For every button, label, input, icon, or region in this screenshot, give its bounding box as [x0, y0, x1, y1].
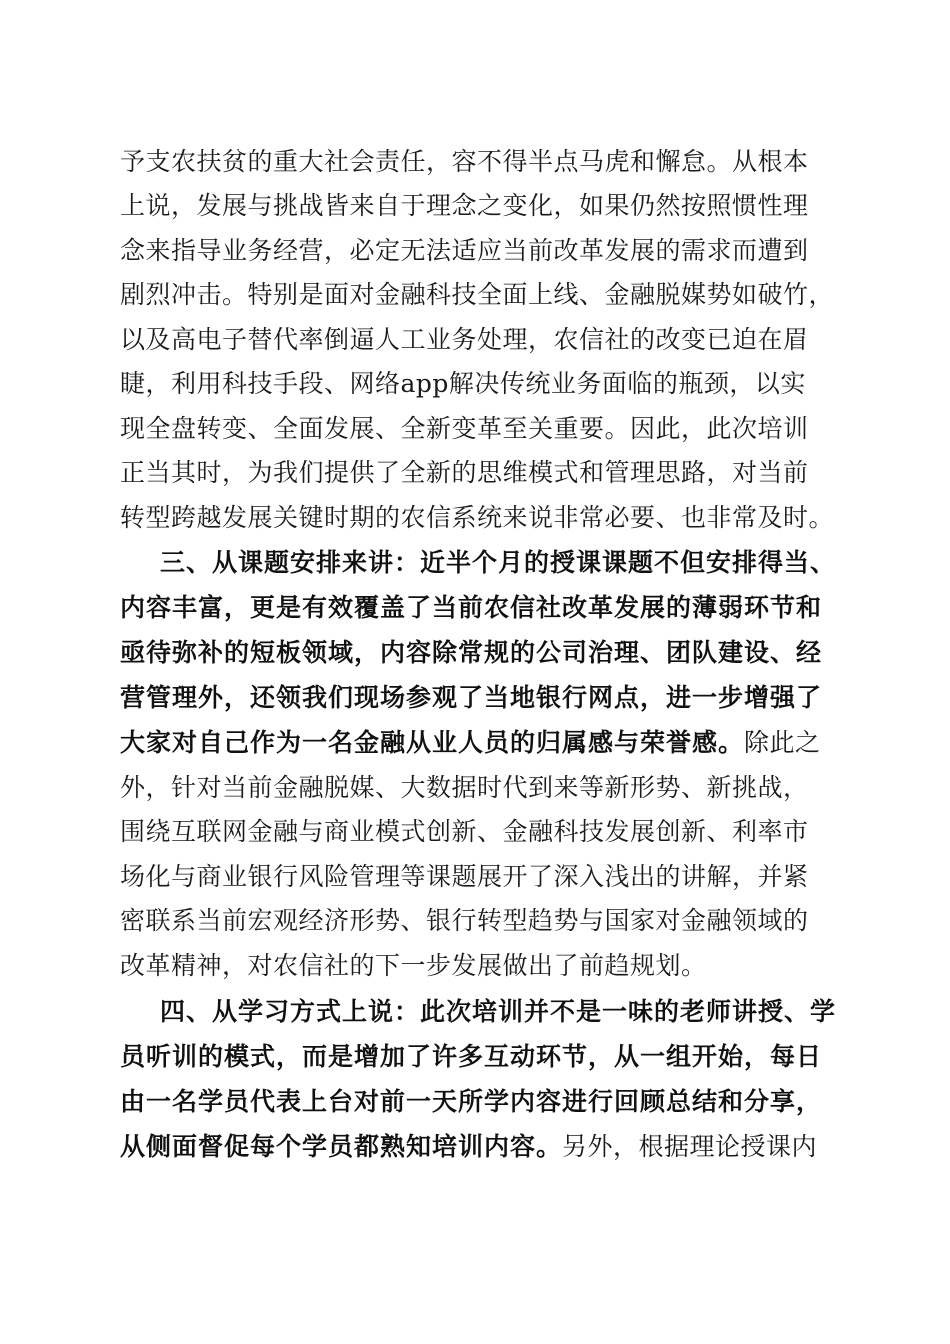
- text-line: 念来指导业务经营，必定无法适应当前改革发展的需求而遭到: [120, 236, 809, 265]
- section-heading-line: 三、从课题安排来讲：近半个月的授课课题不但安排得当、: [160, 548, 837, 577]
- regular-run: 除此之: [744, 728, 821, 757]
- text-line: 外，针对当前金融脱媒、大数据时代到来等新形势、新挑战，: [120, 773, 809, 802]
- bold-run: 从侧面督促每个学员都熟知培训内容。: [120, 1132, 563, 1161]
- regular-run: 另外，根据理论授课内: [562, 1132, 818, 1161]
- text-line: 上说，发展与挑战皆来自于理念之变化，如果仍然按照惯性理: [120, 191, 809, 220]
- text-line: 以及高电子替代率倒逼人工业务处理，农信社的改变已迫在眉: [120, 325, 809, 354]
- text-line: 场化与商业银行风险管理等课题展开了深入浅出的讲解，并紧: [120, 862, 809, 891]
- text-line: 予支农扶贫的重大社会责任，容不得半点马虎和懈怠。从根本: [120, 147, 809, 176]
- section-heading-line: 四、从学习方式上说：此次培训并不是一味的老师讲授、学: [160, 997, 837, 1026]
- text-line: 由一名学员代表上台对前一天所学内容进行回顾总结和分享，: [120, 1087, 823, 1116]
- text-line-mixed: [120, 1125, 830, 1169]
- text-line: 密联系当前宏观经济形势、银行转型趋势与国家对金融领域的: [120, 906, 809, 935]
- text-line: 剧烈冲击。特别是面对金融科技全面上线、金融脱媒势如破竹，: [120, 280, 835, 309]
- text-line: 现全盘转变、全面发展、全新变革至关重要。因此，此次培训: [120, 414, 809, 443]
- text-line: 围绕互联网金融与商业模式创新、金融科技发展创新、利率市: [120, 817, 809, 846]
- text-line: 睫，利用科技手段、网络app解决传统业务面临的瓶颈，以实: [120, 369, 806, 398]
- text-line: 改革精神，对农信社的下一步发展做出了前趋规划。: [120, 951, 707, 980]
- text-line: 转型跨越发展关键时期的农信系统来说非常必要、也非常及时。: [120, 503, 835, 532]
- bold-run: 大家对自己作为一名金融从业人员的归属感与荣誉感。: [120, 728, 745, 757]
- text-line: 营管理外，还领我们现场参观了当地银行网点，进一步增强了: [120, 683, 823, 712]
- text-line: 亟待弥补的短板领域，内容除常规的公司治理、团队建设、经: [120, 638, 823, 667]
- text-line: 正当其时，为我们提供了全新的思维模式和管理思路，对当前: [120, 458, 809, 487]
- text-line-mixed: [120, 721, 830, 765]
- text-line: 员听训的模式，而是增加了许多互动环节，从一组开始，每日: [120, 1042, 823, 1071]
- text-line: 内容丰富，更是有效覆盖了当前农信社改革发展的薄弱环节和: [120, 593, 823, 622]
